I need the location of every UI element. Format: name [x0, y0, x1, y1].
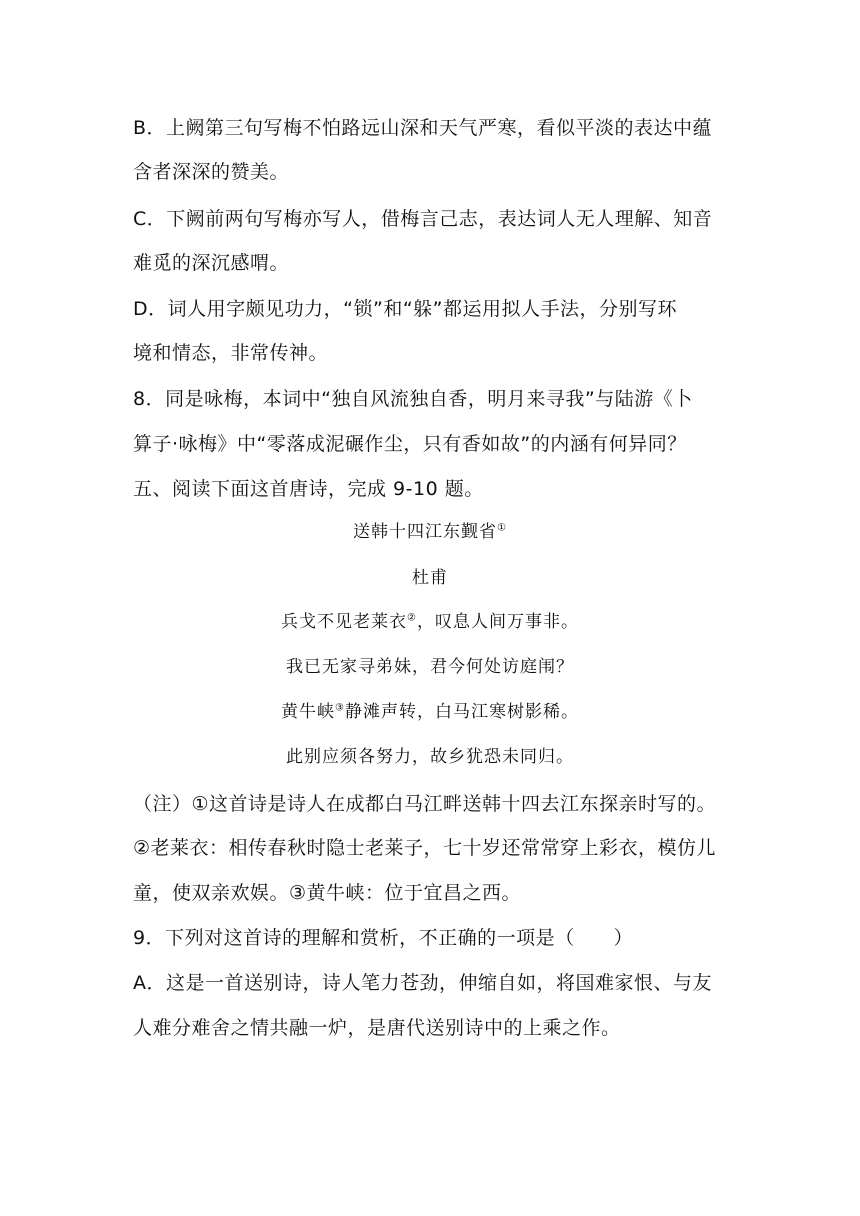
question-8-line-2: 算子·咏梅》中“零落成泥碾作尘，只有香如故”的内涵有何异同？ [133, 433, 687, 455]
option-c-line-1: C．下阙前两句写梅亦写人，借梅言己志，表达词人无人理解、知音 [133, 208, 713, 230]
option-d-line-2: 境和情态，非常传神。 [133, 342, 329, 364]
option-a-line-1: A．这是一首送别诗，诗人笔力苍劲，伸缩自如，将国难家恨、与友 [133, 972, 712, 994]
poem-line-3-footnote-mark: ③ [335, 702, 345, 714]
option-b-line-2: 含者深深的赞美。 [133, 161, 290, 183]
option-c-line-2: 难觅的深沉感喟。 [133, 252, 290, 274]
poem-line-4: 此别应须各努力，故乡犹恐未同归。 [286, 747, 574, 767]
poem-title-text: 送韩十四江东觐省 [353, 522, 498, 542]
poem-line-3-part-b: 静滩声转，白马江寒树影稀。 [344, 702, 579, 722]
poem-line-1-footnote-mark: ② [407, 612, 417, 624]
poem-line-1-part-b: ，叹息人间万事非。 [416, 612, 579, 632]
option-d-line-1: D．词人用字颇见功力，“锁”和“躲”都运用拟人手法，分别写环 [133, 298, 678, 320]
poem-line-1 [0, 610, 860, 634]
option-b-line-1: B．上阙第三句写梅不怕路远山深和天气严寒，看似平淡的表达中蕴 [133, 117, 713, 139]
poem-title-footnote-mark: ① [497, 522, 507, 534]
poem-line-3 [0, 700, 860, 724]
notes-line-2: ②老莱衣：相传春秋时隐士老莱子，七十岁还常常穿上彩衣，模仿儿 [133, 837, 717, 859]
notes-line-3: 童，使双亲欢娱。③黄牛峡：位于宜昌之西。 [133, 882, 522, 904]
poem-title [0, 520, 860, 544]
option-a-line-2: 人难分难舍之情共融一炉，是唐代送别诗中的上乘之作。 [133, 1017, 621, 1039]
section-5-heading: 五、阅读下面这首唐诗，完成 9-10 题。 [133, 478, 484, 500]
notes-line-1: （注）①这首诗是诗人在成都白马江畔送韩十四去江东探亲时写的。 [133, 793, 717, 815]
poem-author: 杜甫 [412, 568, 448, 588]
poem-line-2: 我已无家寻弟妹，君今何处访庭闱？ [286, 657, 574, 677]
question-8-line-1: 8．同是咏梅，本词中“独自风流独自香，明月来寻我”与陆游《卜 [133, 388, 693, 410]
question-9-line: 9．下列对这首诗的理解和赏析，不正确的一项是（ ） [133, 927, 634, 949]
poem-line-3-part-a: 黄牛峡 [281, 702, 336, 722]
poem-line-1-part-a: 兵戈不见老莱衣 [281, 612, 408, 632]
